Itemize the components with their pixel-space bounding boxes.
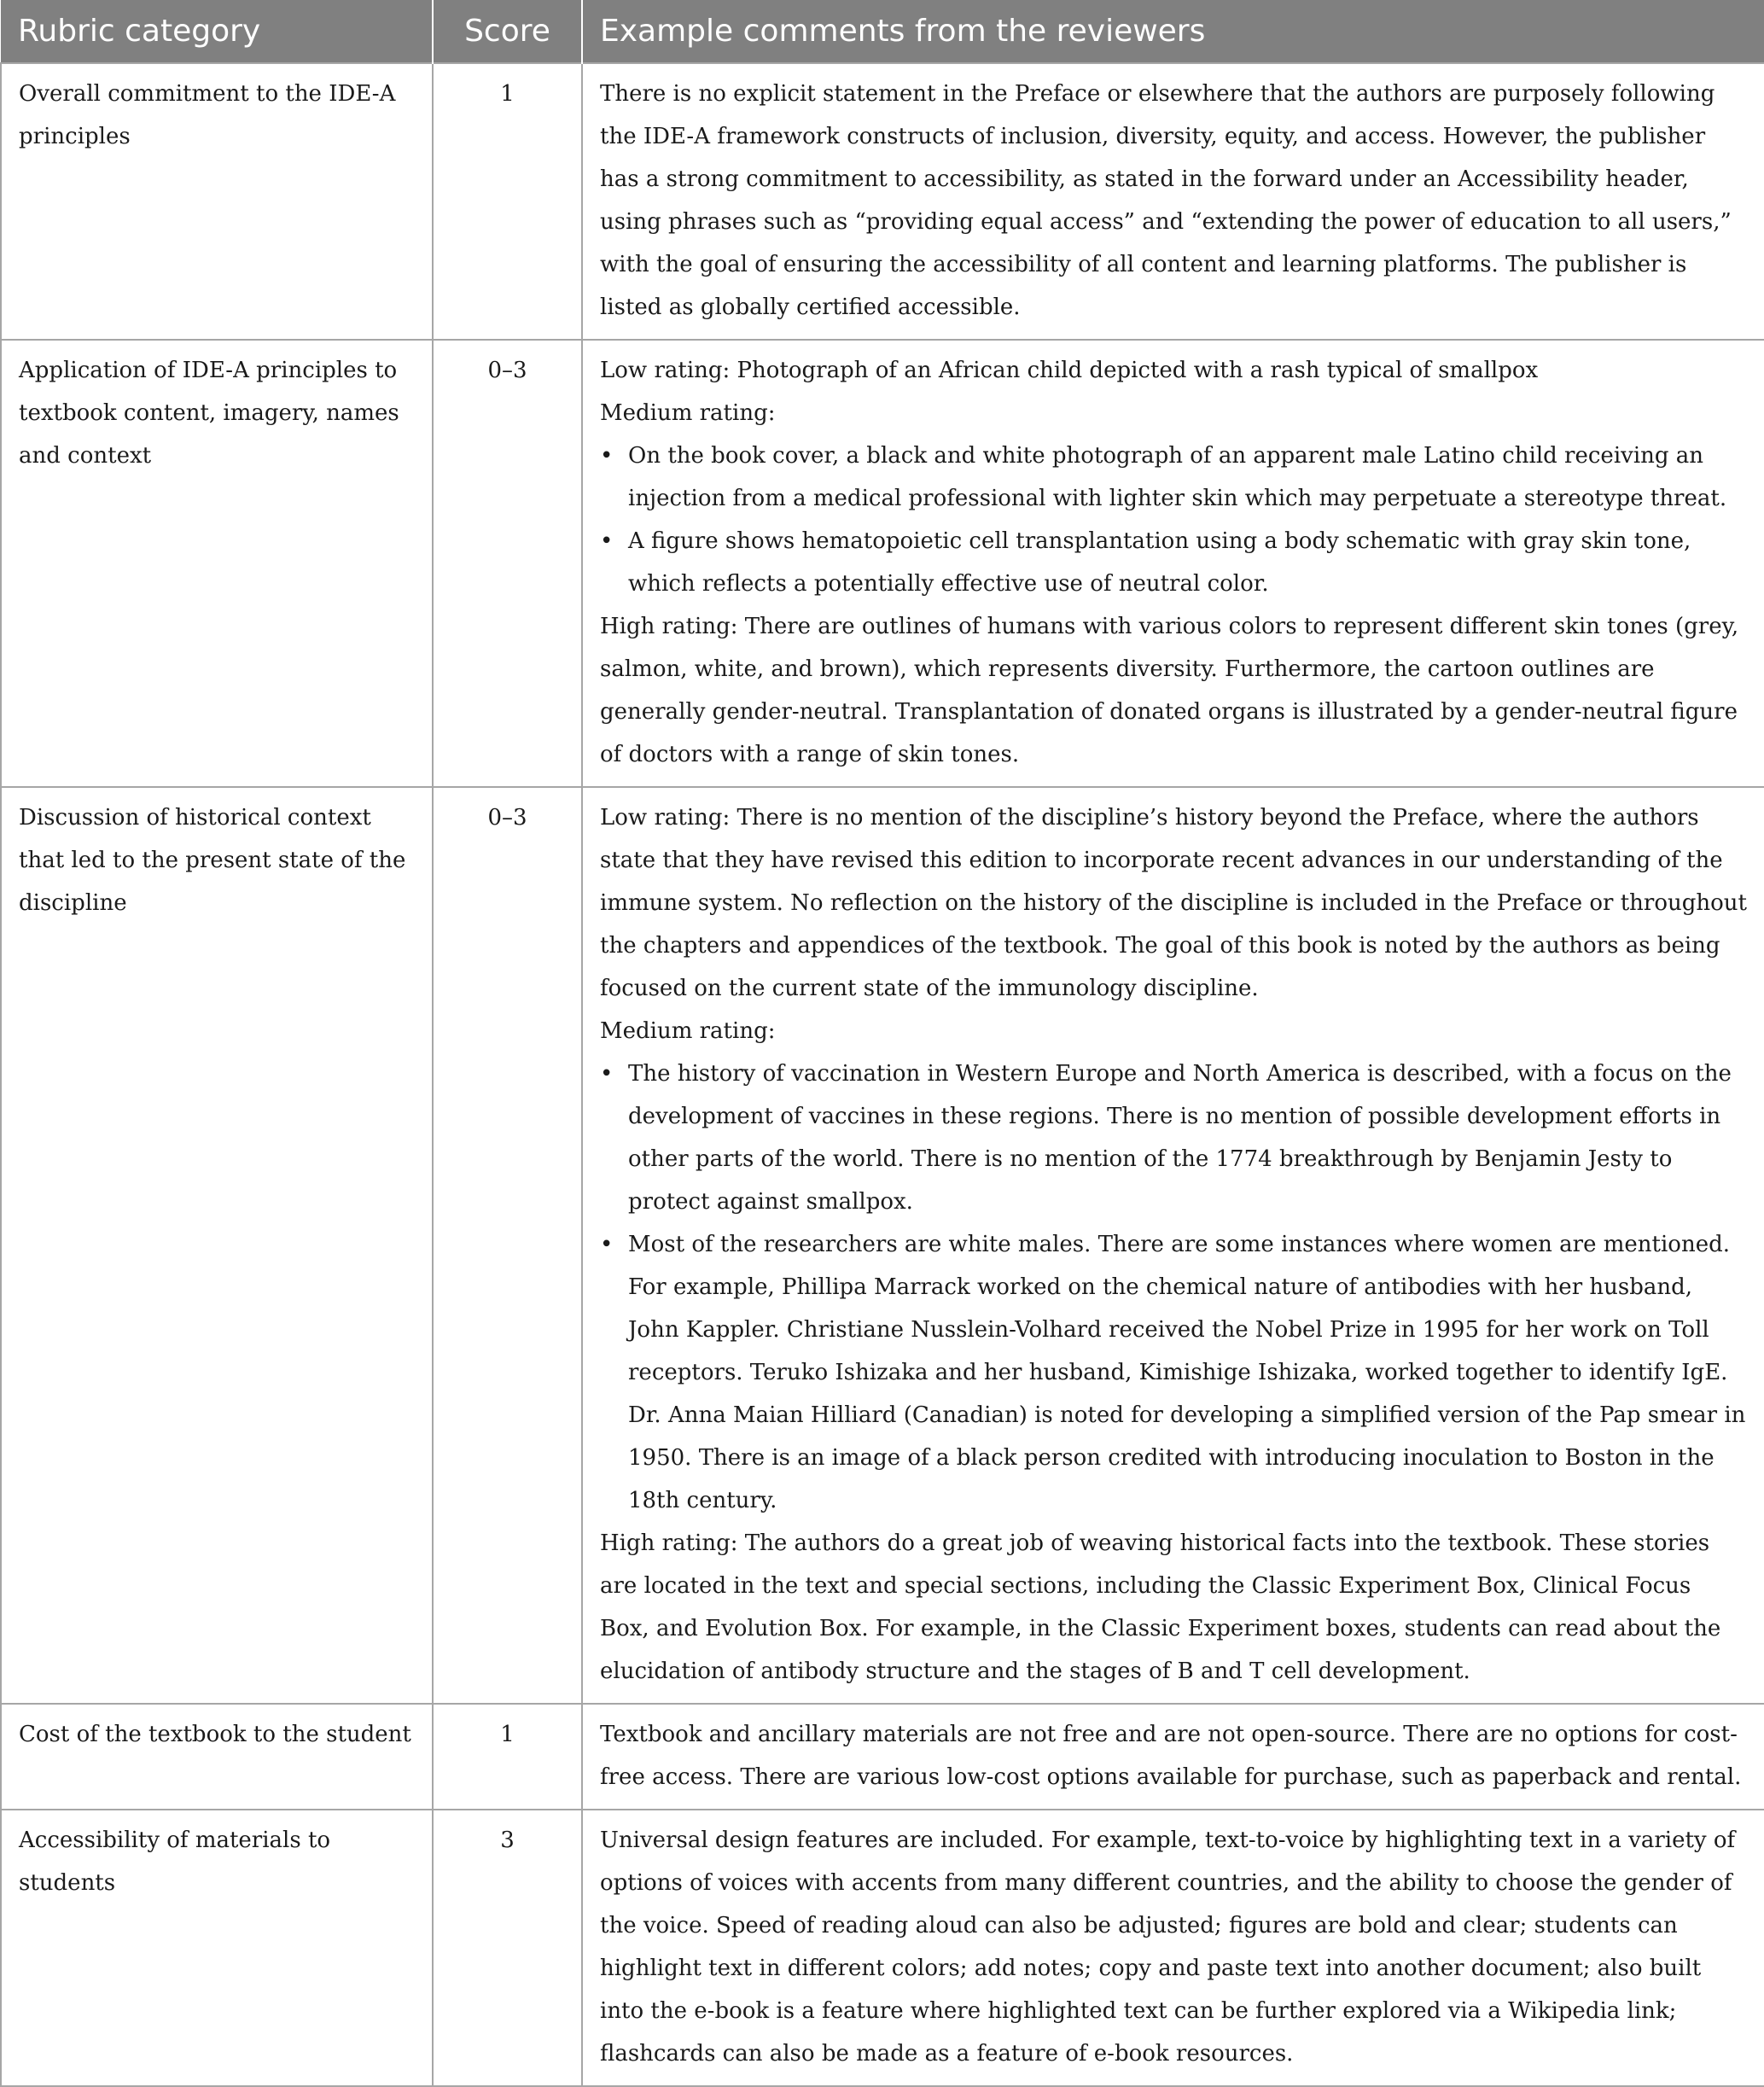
list-item: • On the book cover, a black and white photograph of an apparent male Latino child receiving an injection from a medical professional with lighter skin which may perpetuate a stereotype threat. [600,434,1747,520]
medium-rating-label: Medium rating: [600,400,776,426]
comment-cell [582,340,1764,787]
header-example-comments: Example comments from the reviewers [582,0,1764,63]
score-cell: 3 [433,1810,582,2086]
comment-cell: Universal design features are included. For example, text-to-voice by highlighting text in a variety of options of voices with accents from many different countries, and the ability to choose the gender of the voice. Speed of reading aloud can also be adjusted; figures are bold and clear; students can highlight text in different colors; add notes; copy and paste text into another document; also built into the e-book is a feature where highlighted text can be further explored via a Wikipedia link; flashcards can also be made as a feature of e-book resources. [582,1810,1764,2086]
table-row [1,1704,1764,1810]
header-score: Score [433,0,582,63]
table-row [1,787,1764,1704]
comment-cell: Textbook and ancillary materials are not free and are not open-source. There are no options for cost-free access. There are various low-cost options available for purchase, such as paperback and rental. [582,1704,1764,1810]
list-item: • Most of the researchers are white males. There are some instances where women are mentioned. For example, Phillipa Marrack worked on the chemical nature of antibodies with her husband, John Kappler. Christiane Nusslein-Volhard received the Nobel Prize in 1995 for her work on Toll receptors. Teruko Ishizaka and her husband, Kimishige Ishizaka, worked together to identify IgE. Dr. Anna Maian Hilliard (Canadian) is noted for developing a simplified version of the Pap smear in 1950. There is an image of a black person credited with introducing inoculation to Boston in the 18th century. [600,1223,1747,1522]
medium-rating-list [600,1052,1747,1522]
low-rating-text: Low rating: Photograph of an African child depicted with a rash typical of smallpox [600,358,1539,383]
list-item: • The history of vaccination in Western Europe and North America is described, with a focus on the development of vaccines in these regions. There is no mention of possible development efforts in other parts of the world. There is no mention of the 1774 breakthrough by Benjamin Jesty to protect against smallpox. [600,1052,1747,1223]
score-cell: 0–3 [433,340,582,787]
header-rubric-category: Rubric category [1,0,433,63]
score-cell: 1 [433,1704,582,1810]
medium-rating-label: Medium rating: [600,1018,776,1044]
rubric-category-cell: Cost of the textbook to the student [1,1704,433,1810]
table-row [1,1810,1764,2086]
score-cell: 1 [433,63,582,340]
table-row [1,63,1764,340]
high-rating-text: High rating: There are outlines of humans with various colors to represent different skin tones (grey, salmon, white, and brown), which represents diversity. Furthermore, the cartoon outlines are generally gender-neutral. Transplantation of donated organs is illustrated by a gender-neutral figure of doctors with a range of skin tones. [600,614,1739,767]
comment-cell [582,787,1764,1704]
medium-rating-list [600,434,1747,605]
rubric-category-cell: Overall commitment to the IDE-A principles [1,63,433,340]
comment-cell: There is no explicit statement in the Preface or elsewhere that the authors are purposely following the IDE-A framework constructs of inclusion, diversity, equity, and access. However, the publisher has a strong commitment to accessibility, as stated in the forward under an Accessibility header, using phrases such as “providing equal access” and “extending the power of education to all users,” with the goal of ensuring the accessibility of all content and learning platforms. The publisher is listed as globally certified accessible. [582,63,1764,340]
list-item: • A figure shows hematopoietic cell transplantation using a body schematic with gray skin tone, which reflects a potentially effective use of neutral color. [600,520,1747,605]
low-rating-text: Low rating: There is no mention of the discipline’s history beyond the Preface, where the authors state that they have revised this edition to incorporate recent advances in our understanding of the immune system. No reflection on the history of the discipline is included in the Preface or throughout the chapters and appendices of the textbook. The goal of this book is noted by the authors as being focused on the current state of the immunology discipline. [600,805,1747,1001]
score-cell: 0–3 [433,787,582,1704]
table-row [1,340,1764,787]
rubric-category-cell: Discussion of historical context that led to the present state of the discipline [1,787,433,1704]
rubric-category-cell: Accessibility of materials to students [1,1810,433,2086]
high-rating-text: High rating: The authors do a great job of weaving historical facts into the textbook. These stories are located in the text and special sections, including the Classic Experiment Box, Clinical Focus Box, and Evolution Box. For example, in the Classic Experiment boxes, students can read about the elucidation of antibody structure and the stages of B and T cell development. [600,1530,1721,1684]
rubric-category-cell: Application of IDE-A principles to textbook content, imagery, names and context [1,340,433,787]
table-header-row [1,0,1764,63]
